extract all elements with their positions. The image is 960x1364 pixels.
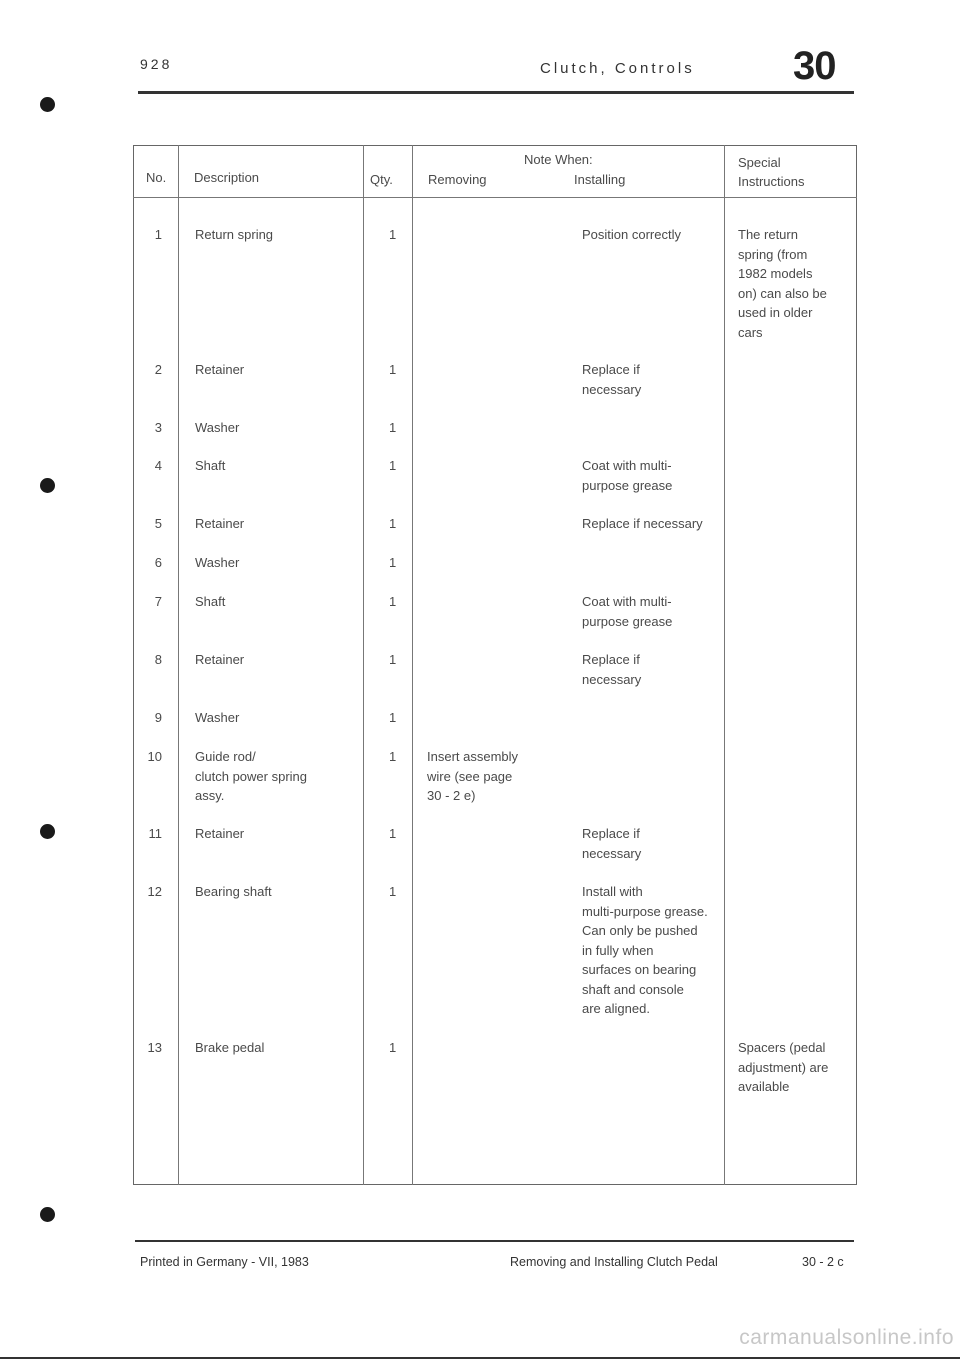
row-installing-line: Can only be pushed (582, 923, 698, 938)
row-installing-line: in fully when (582, 942, 654, 958)
watermark-rule (0, 1357, 960, 1359)
binder-hole (40, 478, 55, 493)
row-description-line: Retainer (195, 652, 245, 667)
page-topic: Removing and Installing Clutch Pedal (510, 1255, 718, 1269)
footer-rule (135, 1240, 854, 1242)
row-removing-line: wire (see page (427, 768, 513, 784)
row-number: 3 (154, 420, 162, 435)
header-rule (138, 91, 854, 94)
row-special-line: 1982 models (738, 266, 813, 281)
col-header-instructions: Instructions (738, 174, 805, 189)
column-divider (178, 145, 179, 1185)
row-special-line: on) can also be (738, 285, 827, 301)
row-installing-line: Coat with multi- (582, 458, 672, 473)
row-special-line: adjustment) are (738, 1059, 829, 1075)
row-special-line: spring (from (738, 246, 808, 262)
row-description-line: Shaft (195, 594, 226, 609)
row-qty: 1 (389, 884, 397, 899)
row-installing-line: multi-purpose grease. (582, 903, 708, 919)
row-number: 5 (154, 516, 162, 531)
binder-hole (40, 824, 55, 839)
row-qty: 1 (389, 710, 397, 725)
page-number: 30 - 2 c (802, 1255, 844, 1269)
col-header-installing: Installing (574, 172, 626, 187)
row-description-line: assy. (195, 788, 225, 803)
row-special-line: Spacers (pedal (738, 1040, 826, 1055)
row-installing-line: are aligned. (582, 1001, 650, 1016)
row-description-line: clutch power spring (195, 768, 307, 784)
col-header-qty: Qty. (370, 172, 393, 187)
row-description-line: Washer (195, 710, 240, 725)
section-number: 30 (793, 44, 836, 88)
row-installing-line: Replace if (582, 826, 640, 841)
row-installing-line: necessary (582, 671, 642, 687)
printed-note: Printed in Germany - VII, 1983 (140, 1255, 309, 1269)
row-qty: 1 (389, 516, 397, 531)
row-number: 13 (147, 1040, 162, 1055)
row-qty: 1 (389, 826, 397, 841)
row-number: 10 (147, 749, 162, 764)
column-divider (724, 145, 725, 1185)
row-number: 6 (154, 555, 162, 570)
row-installing-line: purpose grease (582, 613, 673, 629)
row-number: 7 (154, 594, 162, 609)
row-installing-line: Replace if (582, 652, 640, 667)
row-installing-line: Coat with multi- (582, 594, 672, 609)
row-special-line: available (738, 1079, 790, 1094)
row-number: 8 (154, 652, 162, 667)
row-qty: 1 (389, 555, 397, 570)
row-special-line: used in older (738, 305, 813, 320)
row-installing-line: necessary (582, 381, 642, 397)
row-special-line: The return (738, 227, 798, 242)
row-installing-line: purpose grease (582, 477, 673, 493)
binder-hole (40, 1207, 55, 1222)
row-installing-line: Replace if necessary (582, 516, 703, 531)
row-qty: 1 (389, 362, 397, 377)
col-header-no: No. (146, 170, 167, 185)
column-divider (412, 145, 413, 1185)
row-installing-line: Install with (582, 884, 643, 899)
row-description-line: Washer (195, 555, 240, 570)
row-installing-line: Replace if (582, 362, 640, 377)
row-qty: 1 (389, 1040, 397, 1055)
row-number: 9 (154, 710, 162, 725)
binder-hole (40, 97, 55, 112)
row-qty: 1 (389, 420, 397, 435)
col-header-removing: Removing (428, 172, 487, 187)
row-removing-line: 30 - 2 e) (427, 788, 476, 803)
header-divider (133, 197, 857, 198)
row-description-line: Retainer (195, 826, 245, 841)
row-installing-line: necessary (582, 845, 642, 861)
row-qty: 1 (389, 458, 397, 473)
row-description-line: Washer (195, 420, 240, 435)
row-description-line: Bearing shaft (195, 884, 272, 899)
row-description-line: Brake pedal (195, 1040, 265, 1055)
row-number: 1 (154, 227, 162, 242)
row-description-line: Retainer (195, 362, 245, 377)
row-installing-line: shaft and console (582, 981, 684, 997)
row-qty: 1 (389, 227, 397, 242)
row-description-line: Return spring (195, 227, 274, 242)
section-title: Clutch, Controls (540, 60, 695, 77)
watermark: carmanualsonline.info (739, 1326, 954, 1349)
row-qty: 1 (389, 594, 397, 609)
row-number: 2 (154, 362, 162, 377)
row-description-line: Retainer (195, 516, 245, 531)
row-removing-line: Insert assembly (427, 749, 519, 764)
row-qty: 1 (389, 652, 397, 667)
row-qty: 1 (389, 749, 397, 764)
row-installing-line: surfaces on bearing (582, 962, 697, 977)
row-description-line: Guide rod/ (195, 749, 256, 764)
row-number: 12 (147, 884, 162, 899)
row-number: 11 (148, 826, 162, 841)
row-special-line: cars (738, 324, 763, 340)
col-header-special: Special (738, 155, 781, 170)
row-installing-line: Position correctly (582, 227, 681, 242)
model-number: 928 (140, 56, 173, 72)
row-number: 4 (154, 458, 162, 473)
row-description-line: Shaft (195, 458, 226, 473)
col-header-note-when: Note When: (524, 152, 593, 167)
column-divider (363, 145, 364, 1185)
col-header-description: Description (194, 170, 260, 185)
